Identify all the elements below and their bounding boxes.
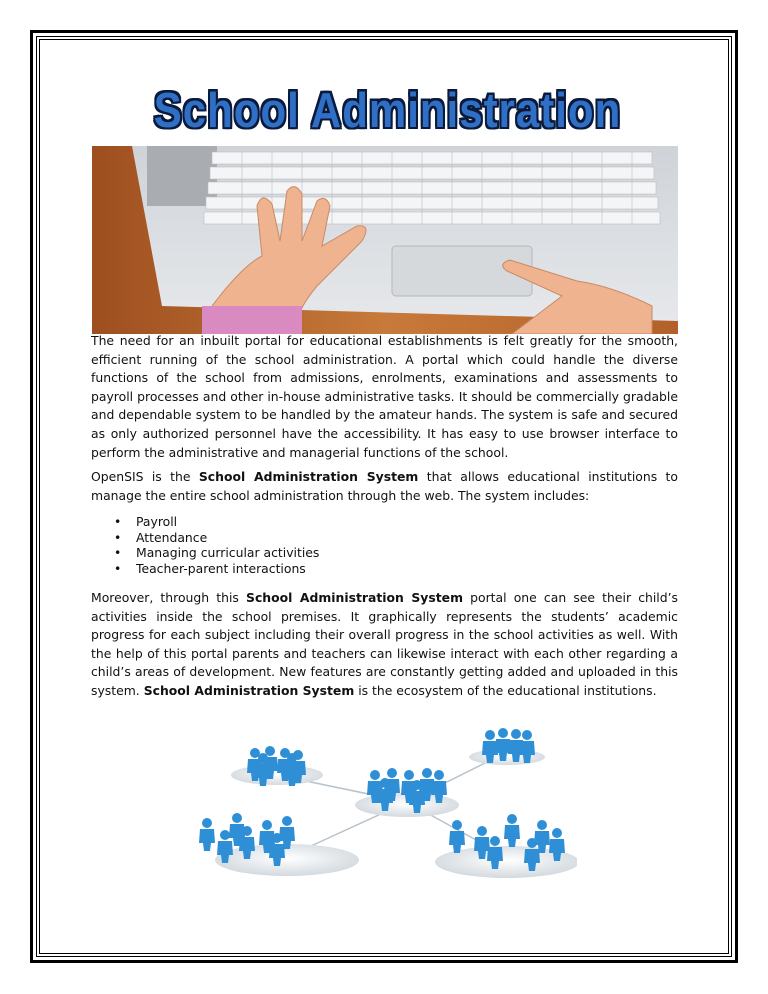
list-item: • Managing curricular activities: [114, 545, 320, 561]
page-title: School Administration: [153, 82, 622, 138]
list-item: • Teacher-parent interactions: [114, 560, 306, 576]
features-list: [110, 514, 319, 576]
people-network-illustration: [177, 727, 577, 899]
portal-paragraph: Moreover, through this School Administration System portal one can see their child’s activities inside the school premises. It graphically represents the students’ academic progress for each subject including their overall progress in the school activities as well. With the help of this portal parents and teachers can likewise interact with each other regarding a child’s areas of development. New features are constantly getting added and uploaded in this system. School Administration System is the ecosystem of the educational institutions.: [91, 590, 678, 698]
list-item: • Attendance: [114, 529, 208, 545]
opensis-paragraph: OpenSIS is the School Administration System that allows educational institutions to manage the entire school administration through the web. The system includes:: [91, 469, 678, 503]
list-item: • Payroll: [114, 514, 178, 529]
intro-paragraph: The need for an inbuilt portal for educational establishments is felt greatly for the smooth, efficient running of the school administration. A portal which could handle the diverse functions of the school from admissions, enrolments, examinations and assessments to payroll processes and other in-house administrative tasks. It should be commercially gradable and dependable system to be handled by the amateur hands. The system is safe and secured as only authorized personnel have the accessibility. It has easy to use browser interface to perform the administrative and managerial functions of the school.: [91, 333, 678, 460]
laptop-hands-photo: [92, 146, 678, 334]
